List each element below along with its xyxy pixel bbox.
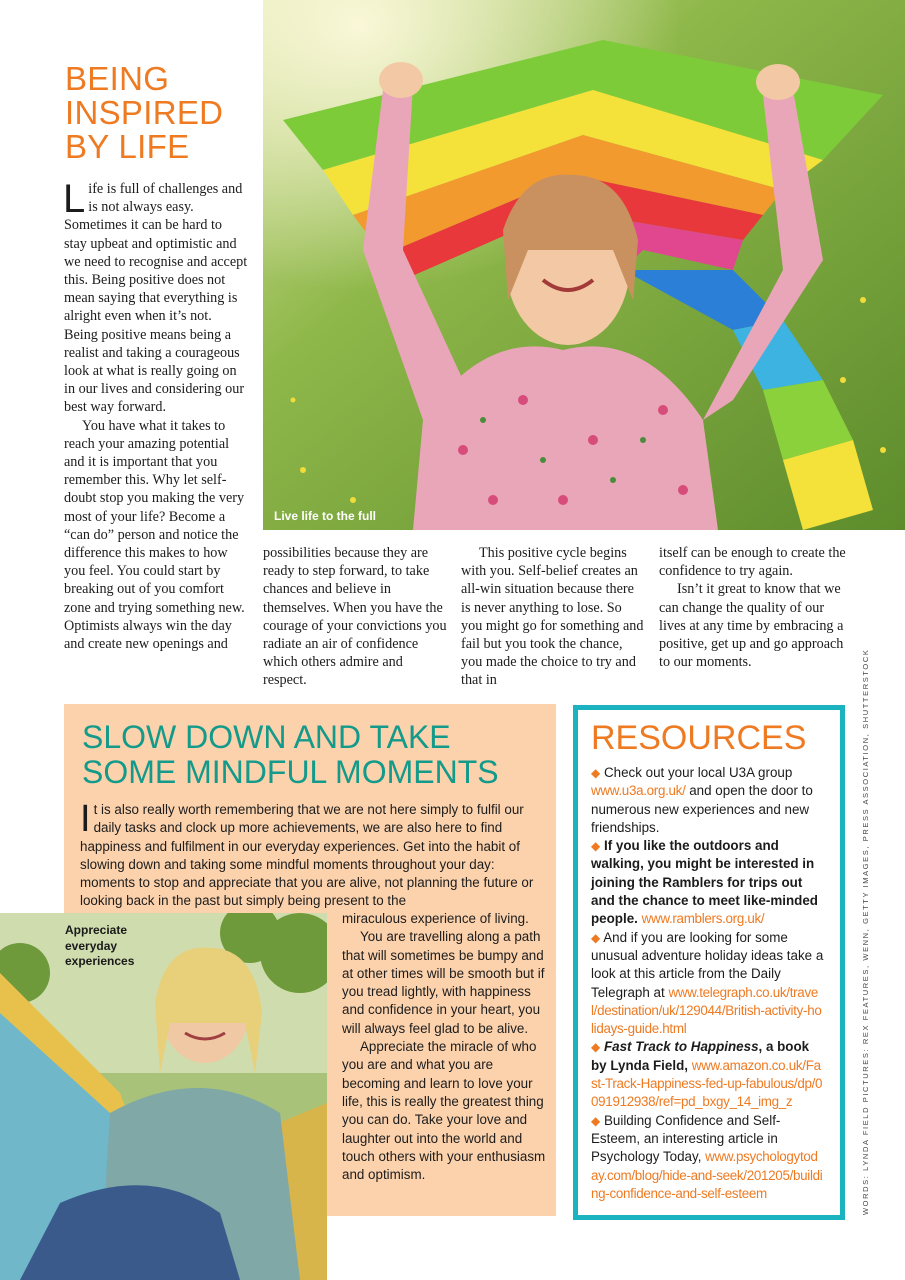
headline-line-3: BY LIFE	[65, 128, 190, 165]
caption-line-1: Appreciate	[65, 923, 128, 937]
mindful-continuation: miraculous experience of living.	[342, 911, 529, 926]
intro-paragraph-2: You have what it takes to reach your amazing potential and it is important that you remember this. Why let self-doubt stop you making the very most of your life? Become a “can do” person and notice the difference this makes to how you feel. You could start by breaking out of you comfort zone and trying something new. Optimists always win the day and create new openings and	[64, 417, 245, 653]
resource-text: Building Confidence and Self-Esteem, an interesting article in Psychology Today,	[591, 1112, 781, 1165]
resource-text: And if you are looking for some unusual adventure holiday ideas take a look at this article from the Daily Telegraph at	[591, 929, 824, 1000]
u3a-link[interactable]: www.u3a.org.uk/	[591, 783, 686, 799]
page-headline	[65, 62, 265, 164]
intro-column-3-text: This positive cycle begins with you. Self-belief creates an all-win situation because there is never anything to lose. So you might go for something and fail but you took the chance, you made the choice to try and that in	[461, 545, 644, 689]
resource-item-psychology	[591, 1112, 824, 1203]
mindful-continued-column	[342, 910, 546, 1184]
intro-column-4-text-a: itself can be enough to create the confidence to try again.	[659, 545, 846, 580]
photo-credits: WORDS: LYNDA FIELD PICTURES: REX FEATURES, WENN, GETTY IMAGES, PRESS ASSOCIATION, SHUTTERSTOCK	[861, 648, 870, 1215]
intro-column-4-text-b: Isn’t it great to know that we can change the quality of our lives at any time by embracing a positive, get up and go approach to our moments.	[659, 581, 844, 671]
resource-text: Check out your local U3A group	[603, 765, 793, 780]
photo-caption: Live life to the full	[274, 509, 377, 523]
resources-list	[591, 764, 824, 1203]
resource-item-ramblers	[591, 837, 824, 928]
ramblers-link[interactable]: www.ramblers.org.uk/	[641, 911, 765, 927]
headline-line-1: BEING	[65, 60, 170, 97]
caption-line-2: everyday	[65, 938, 118, 953]
intro-column-3	[461, 544, 646, 690]
kite-woman-photo	[263, 0, 905, 530]
mindful-paragraph-2: You are travelling along a path that will sometimes be bumpy and at other times will be smooth but if you tread lightly, with happiness and confidence in your heart, you will always feel glad to be alive.	[342, 929, 545, 1036]
diamond-bullet-icon: ◆	[591, 930, 601, 945]
book-title: Fast Track to Happiness	[603, 1039, 759, 1055]
diamond-bullet-icon: ◆	[591, 839, 601, 854]
hammock-photo-illustration	[0, 913, 327, 1280]
diamond-bullet-icon: ◆	[591, 1040, 601, 1055]
drop-cap: L	[63, 177, 86, 221]
intro-column-1	[63, 177, 248, 653]
resource-item-telegraph	[591, 929, 824, 1039]
headline-line-2: INSPIRED	[65, 94, 224, 131]
resource-item-book	[591, 1038, 824, 1111]
woman-hammock-photo	[0, 913, 327, 1280]
resource-item-u3a	[591, 764, 824, 837]
mindful-lead-text: t is also really worth remembering that we are not here simply to fulfil our daily tasks and clock up more achievements, we are also here to find happiness and fulfilment in our everyday experiences. Get into the habit of slowing down and taking some mindful moments throughout your day: moments to stop and appreciate that you are alive, not planning the future or looking back in the past but simply being present to the	[80, 802, 534, 909]
amazon-link[interactable]: www.amazon.co.uk/Fast-Track-Happiness-fed-up-fabulous/dp/0091912938/ref=pd_bxgy_14_img_z	[591, 1057, 823, 1110]
kite-photo-illustration	[263, 0, 905, 530]
diamond-bullet-icon: ◆	[591, 766, 601, 780]
resource-text: and open the door to numerous new experiences and new friendships.	[591, 783, 813, 835]
diamond-bullet-icon: ◆	[591, 1113, 601, 1128]
mindful-section-title	[82, 720, 499, 790]
caption-line-3: experiences	[65, 954, 135, 968]
telegraph-link[interactable]: www.telegraph.co.uk/travel/destination/uk/129044/British-activity-holidays-guide.html	[591, 984, 822, 1037]
mindful-title-line-2: SOME MINDFUL MOMENTS	[82, 754, 499, 790]
mindful-drop-cap: I	[80, 798, 91, 840]
resources-title: RESOURCES	[591, 719, 807, 757]
intro-paragraph-1	[63, 177, 248, 417]
mindful-title-line-1: SLOW DOWN AND TAKE	[82, 719, 451, 755]
book-author: , a book by Lynda Field,	[591, 1039, 810, 1073]
intro-column-4	[659, 544, 849, 671]
intro-column-2-text: possibilities because they are ready to step forward, to take chances and believe in themselves. When you have the courage of your convictions you radiate an air of confidence which others admire and respect.	[263, 545, 447, 689]
intro-paragraph-1-text: ife is full of challenges and is not always easy. Sometimes it can be hard to stay upbeat and optimistic and we need to recognise and accept this. Being positive does not mean saying that everything is alright even when it’s not. Being positive means being a realist and taking a courageous look at what is really going on in our lives and considering our best way forward.	[64, 181, 248, 416]
intro-column-2	[263, 544, 448, 690]
mindful-lead-paragraph	[80, 798, 546, 911]
psychology-today-link[interactable]: www.psychologytoday.com/blog/hide-and-seek/201205/building-confidence-and-self-esteem	[591, 1149, 823, 1201]
resource-bold-text: If you like the outdoors and walking, you might be interested in joining the Ramblers for trips out and the chance to meet like-minded people.	[591, 838, 818, 927]
mindful-paragraph-3: Appreciate the miracle of who you are and what you are becoming and learn to love your life, this is really the greatest thing you can do. Take your love and laughter out into the world and touch others with your enthusiasm and optimism.	[342, 1039, 546, 1183]
woman-photo-caption	[65, 923, 134, 970]
